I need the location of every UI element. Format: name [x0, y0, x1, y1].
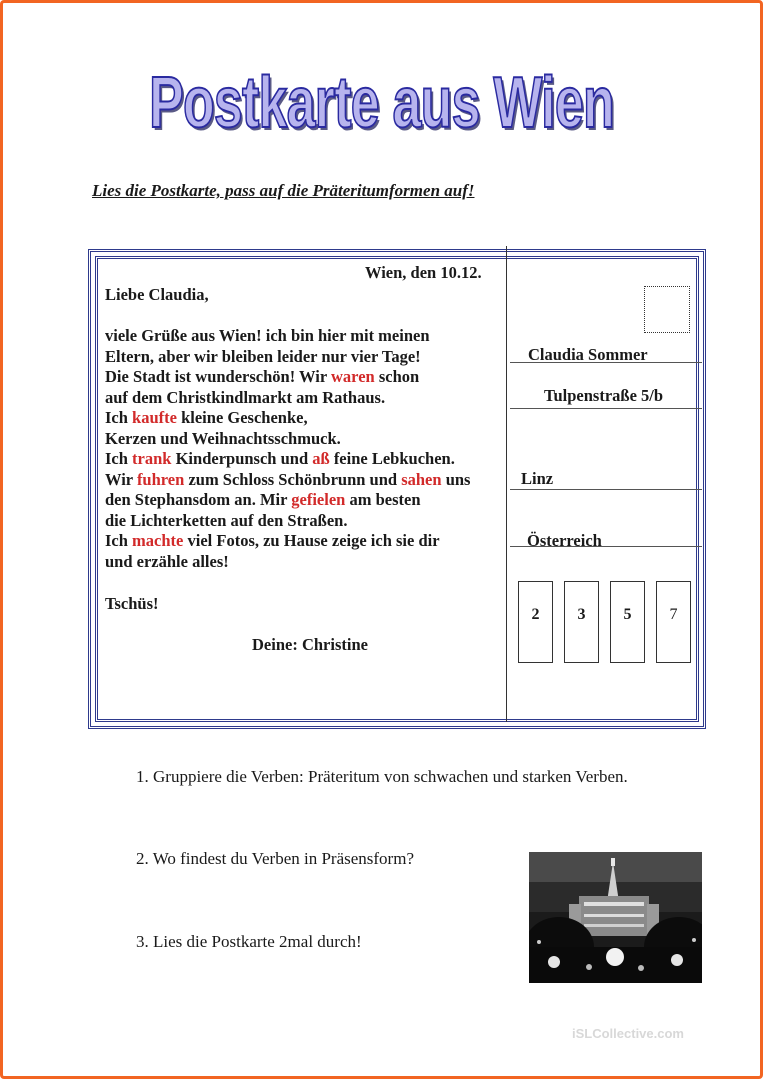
letter-text: und erzähle alles! — [105, 552, 229, 571]
number-box: 7 — [656, 581, 691, 663]
highlighted-verb: waren — [331, 367, 375, 386]
letter-date: Wien, den 10.12. — [365, 263, 482, 282]
letter-closing: Tschüs! — [105, 594, 159, 613]
postcard-divider — [506, 246, 507, 722]
highlighted-verb: gefielen — [291, 490, 346, 509]
letter-text: feine Lebkuchen. — [329, 449, 455, 468]
task-item: 1. Gruppiere die Verben: Präteritum von schwachen und starken Verben. — [136, 767, 628, 786]
letter-text: Ich — [105, 449, 133, 468]
address-city: Linz — [521, 469, 554, 488]
city-hall-illustration — [529, 852, 702, 983]
highlighted-verb: sahen — [401, 470, 442, 489]
watermark: iSLCollective.com — [572, 1026, 684, 1041]
letter-line — [105, 511, 347, 531]
letter-text: viel Fotos, zu Hause zeige ich sie dir — [183, 531, 440, 550]
highlighted-verb: trank — [132, 449, 172, 468]
letter-line — [105, 490, 421, 510]
letter-line — [105, 449, 455, 469]
letter-text: Ich — [105, 531, 133, 550]
letter-text: uns — [441, 470, 471, 489]
address-street: Tulpenstraße 5/b — [544, 386, 664, 405]
letter-text: auf dem Christkindlmarkt am Rathaus. — [105, 388, 386, 407]
number-box: 3 — [564, 581, 599, 663]
letter-text: Ich — [105, 408, 133, 427]
highlighted-verb: machte — [132, 531, 184, 550]
letter-text: viele Grüße aus Wien! ich bin hier mit meinen — [105, 326, 430, 345]
highlighted-verb: fuhren — [136, 470, 185, 489]
letter-line — [105, 367, 419, 387]
letter-text: Kinderpunsch und — [171, 449, 313, 468]
letter-line — [105, 408, 308, 428]
letter-text: die Lichterketten auf den Straßen. — [105, 511, 348, 530]
letter-text: Die Stadt ist wunderschön! Wir — [105, 367, 331, 386]
letter-signature: Deine: Christine — [252, 635, 368, 654]
letter-line — [105, 429, 341, 449]
letter-text: am besten — [345, 490, 421, 509]
letter-line — [105, 347, 421, 367]
number-box: 2 — [518, 581, 553, 663]
task-item: 2. Wo findest du Verben in Präsensform? — [136, 849, 414, 868]
letter-greeting: Liebe Claudia, — [105, 285, 209, 304]
letter-text: den Stephansdom an. Mir — [105, 490, 292, 509]
letter-line — [105, 326, 430, 346]
highlighted-verb: kaufte — [132, 408, 177, 427]
task-item: 3. Lies die Postkarte 2mal durch! — [136, 932, 362, 951]
highlighted-verb: aß — [312, 449, 330, 468]
stamp-placeholder — [644, 286, 690, 333]
letter-text: schon — [374, 367, 420, 386]
letter-line — [105, 470, 470, 490]
vienna-night-photo — [529, 852, 702, 983]
letter-line — [105, 552, 229, 572]
instruction: Lies die Postkarte, pass auf die Präteritumformen auf! — [92, 181, 475, 200]
page-title: Postkarte aus Wien — [149, 63, 614, 143]
address-line — [510, 408, 702, 409]
letter-text: kleine Geschenke, — [176, 408, 308, 427]
letter-text: zum Schloss Schönbrunn und — [184, 470, 402, 489]
letter-text: Eltern, aber wir bleiben leider nur vier Tage! — [105, 347, 421, 366]
number-box: 5 — [610, 581, 645, 663]
letter-line — [105, 388, 385, 408]
address-line — [510, 489, 702, 490]
address-country: Österreich — [527, 531, 602, 550]
letter-text: Kerzen und Weihnachtsschmuck. — [105, 429, 341, 448]
letter-line — [105, 531, 440, 551]
address-name: Claudia Sommer — [528, 345, 648, 364]
letter-text: Wir — [105, 470, 137, 489]
